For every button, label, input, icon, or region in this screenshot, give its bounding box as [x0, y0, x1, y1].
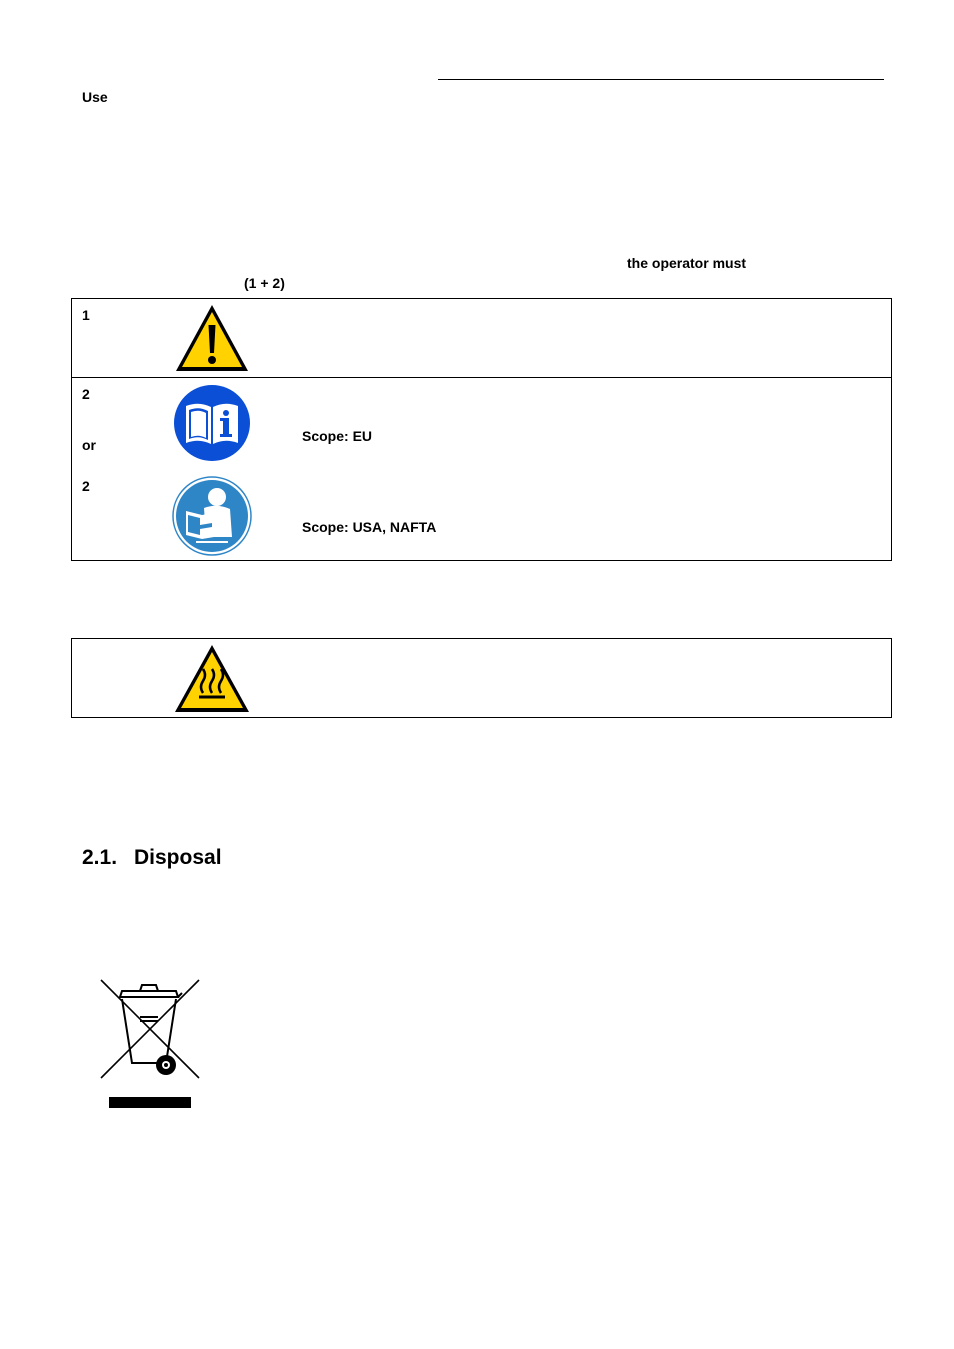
section-title: Disposal [134, 846, 222, 869]
markers-reference: (1 + 2) [244, 275, 285, 291]
read-manual-person-circle-icon [172, 475, 252, 557]
or-separator: or [82, 437, 96, 453]
safety-sign-table [71, 298, 892, 561]
scope-usa-nafta: Scope: USA, NAFTA [302, 519, 437, 535]
hot-surface-warning-box [71, 638, 892, 718]
crossed-out-wheelie-bin-icon [98, 977, 202, 1109]
general-warning-triangle-icon [174, 303, 250, 373]
table-row-divider [72, 377, 891, 378]
operator-phrase: the operator must [627, 255, 747, 271]
section-heading-disposal [82, 846, 222, 870]
scope-eu: Scope: EU [302, 428, 373, 444]
read-manual-blue-circle-icon [173, 384, 251, 462]
use-label: Use [82, 89, 108, 105]
header-rule [438, 79, 884, 80]
row-number-2b: 2 [82, 478, 90, 494]
section-number: 2.1. [82, 846, 118, 869]
row-number-2a: 2 [82, 386, 90, 402]
row-number-1: 1 [82, 307, 90, 323]
hot-surface-warning-triangle-icon [173, 643, 251, 714]
